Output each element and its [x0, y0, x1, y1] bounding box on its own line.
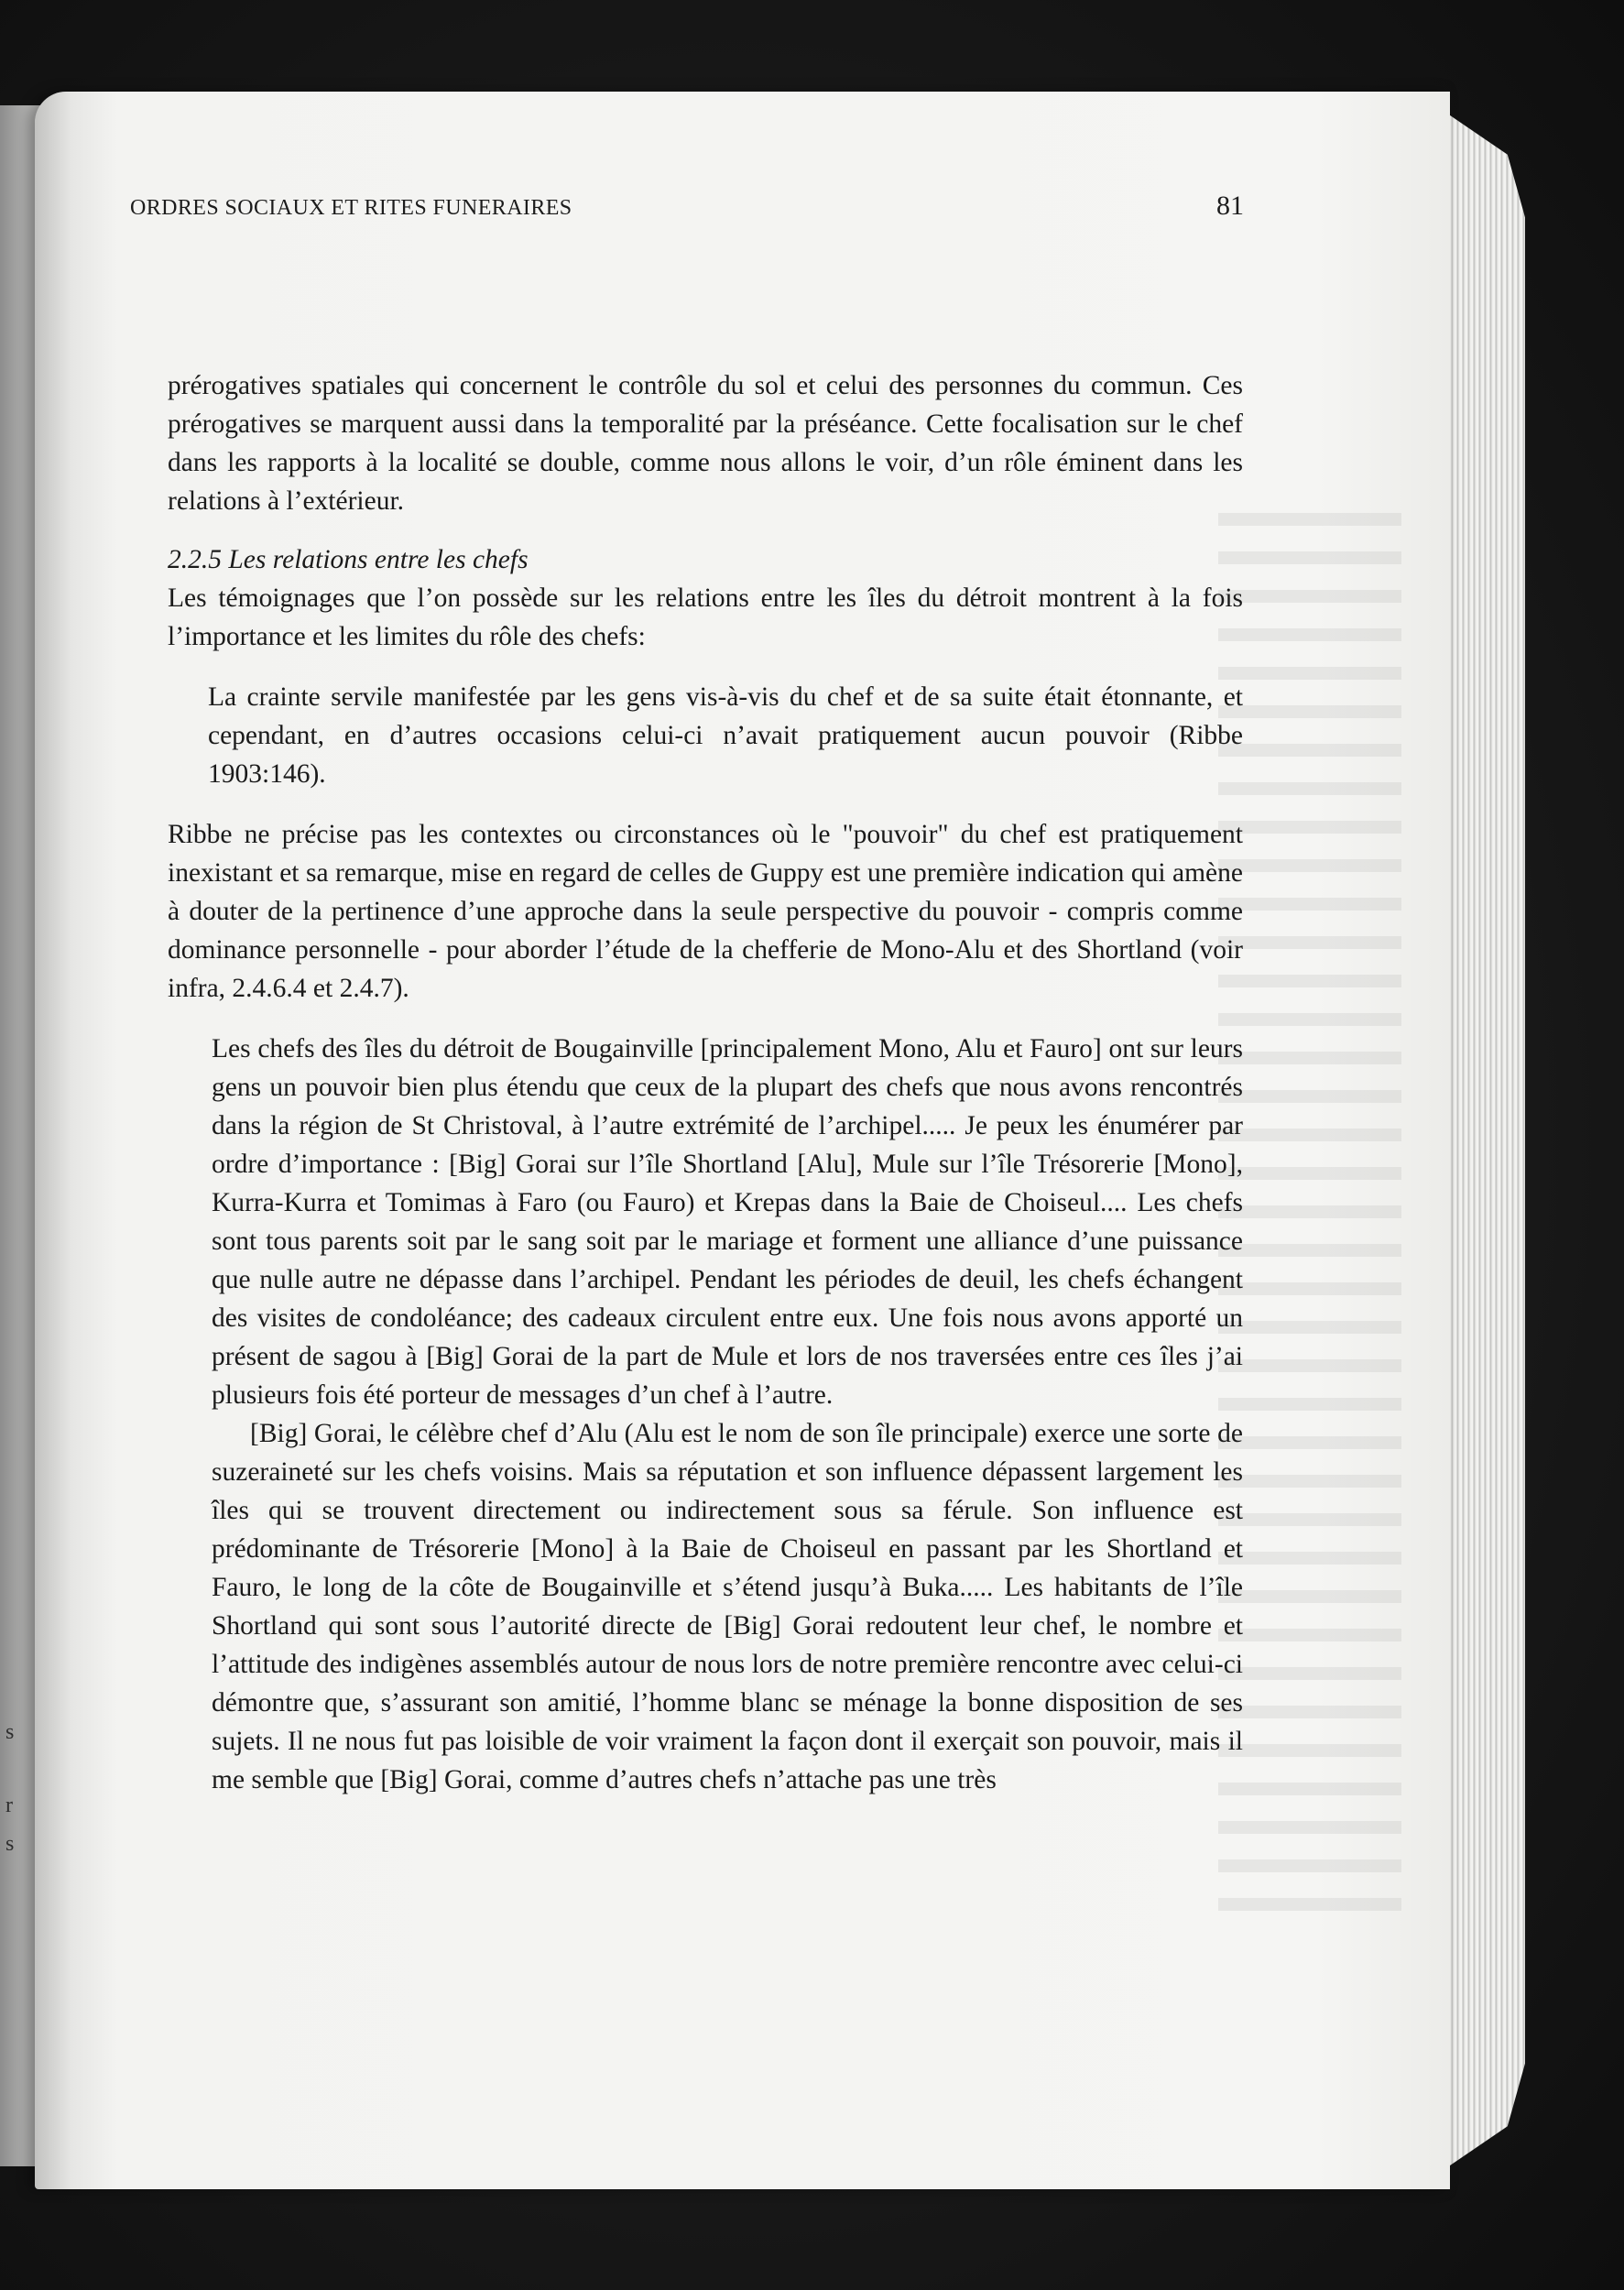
paragraph-intro: prérogatives spatiales qui concernent le contrôle du sol et celui des personnes du commun. Ces prérogatives se marquent aussi dans la temporalité par la préséance. Cette focalisation sur le chef dans les rapports à la localité se double, comme nous allons le voir, d’un rôle éminent dans les relations à l’extérieur. — [168, 371, 1243, 516]
block-quote-guppy-part-1: Les chefs des îles du détroit de Bougainville [principalement Mono, Alu et Fauro] ont sur leurs gens un pouvoir bien plus étendu que ceux de la plupart des chefs que nous avons rencontrés dans la région de St Christoval, à l’autre extrémité de l’archipel..... Je peux les énumérer par ordre d’importance : [Big] Gorai sur l’île Shortland [Alu], Mule sur l’île Trésorerie [Mono], Kurra-Kurra et Tomimas à Faro (ou Fauro) et Krepas dans la Baie de Choiseul.... Les chefs sont tous parents soit par le sang soit par le mariage et forment une alliance d’une puissance que nulle autre ne dépasse dans l’archipel. Pendant les périodes de deuil, les chefs échangent des visites de condoléance; des cadeaux circulent entre eux. Une fois nous avons apporté un présent de sagou à [Big] Gorai de la part de Mule et lors de nos traversées entre ces îles j’ai plusieurs fois été porteur de messages d’un chef à l’autre. — [212, 1034, 1243, 1410]
paragraph-ribbe-commentary: Ribbe ne précise pas les contextes ou circonstances où le "pouvoir" du chef est pratiquement inexistant et sa remarque, mise en regard de celles de Guppy est une première indication qui amène à douter de la pertinence d’une approche dans la seule perspective du pouvoir - compris comme dominance personnelle - pour aborder l’étude de la chefferie de Mono-Alu et des Shortland (voir infra, 2.4.6.4 et 2.4.7). — [168, 820, 1243, 1003]
running-header — [130, 191, 1244, 227]
section-heading: 2.2.5 Les relations entre les chefs — [168, 545, 529, 574]
facing-page-glyph: r — [5, 1794, 13, 1817]
running-title: ORDRES SOCIAUX ET RITES FUNERAIRES — [130, 196, 572, 220]
show-through-text — [1218, 513, 1401, 1933]
facing-page-glyph: s — [5, 1832, 15, 1856]
page-number: 81 — [1216, 191, 1244, 221]
page-body — [168, 366, 1243, 2015]
facing-page-glyph: s — [5, 1720, 15, 1744]
paragraph-testimonies: Les témoignages que l’on possède sur les relations entre les îles du détroit montrent à la fois l’importance et les limites du rôle des chefs: — [168, 583, 1243, 651]
block-quote-ribbe: La crainte servile manifestée par les gens vis-à-vis du chef et de sa suite était étonnante, et cependant, en d’autres occasions celui-ci n’avait pratiquement aucun pouvoir (Ribbe 1903:146). — [208, 682, 1243, 789]
block-quote-guppy-part-2: [Big] Gorai, le célèbre chef d’Alu (Alu est le nom de son île principale) exerce une sorte de suzeraineté sur les chefs voisins. Mais sa réputation et son influence dépassent largement les îles qui se trouvent directement ou indirectement sous sa férule. Son influence est prédominante de Trésorerie [Mono] à la Baie de Choiseul en passant par les Shortland et Fauro, le long de la côte de Bougainville et s’étend jusqu’à Buka..... Les habitants de l’île Shortland qui sont sous l’autorité directe de [Big] Gorai redoutent leur chef, le nombre et l’attitude des indigènes assemblés autour de nous lors de notre première rencontre avec celui-ci démontre que, s’assurant son amitié, l’homme blanc se ménage la bonne disposition de ses sujets. Il ne nous fut pas loisible de voir vraiment la façon dont il exerçait son pouvoir, mais il me semble que [Big] Gorai, comme d’autres chefs n’attache pas une très — [212, 1419, 1243, 1794]
